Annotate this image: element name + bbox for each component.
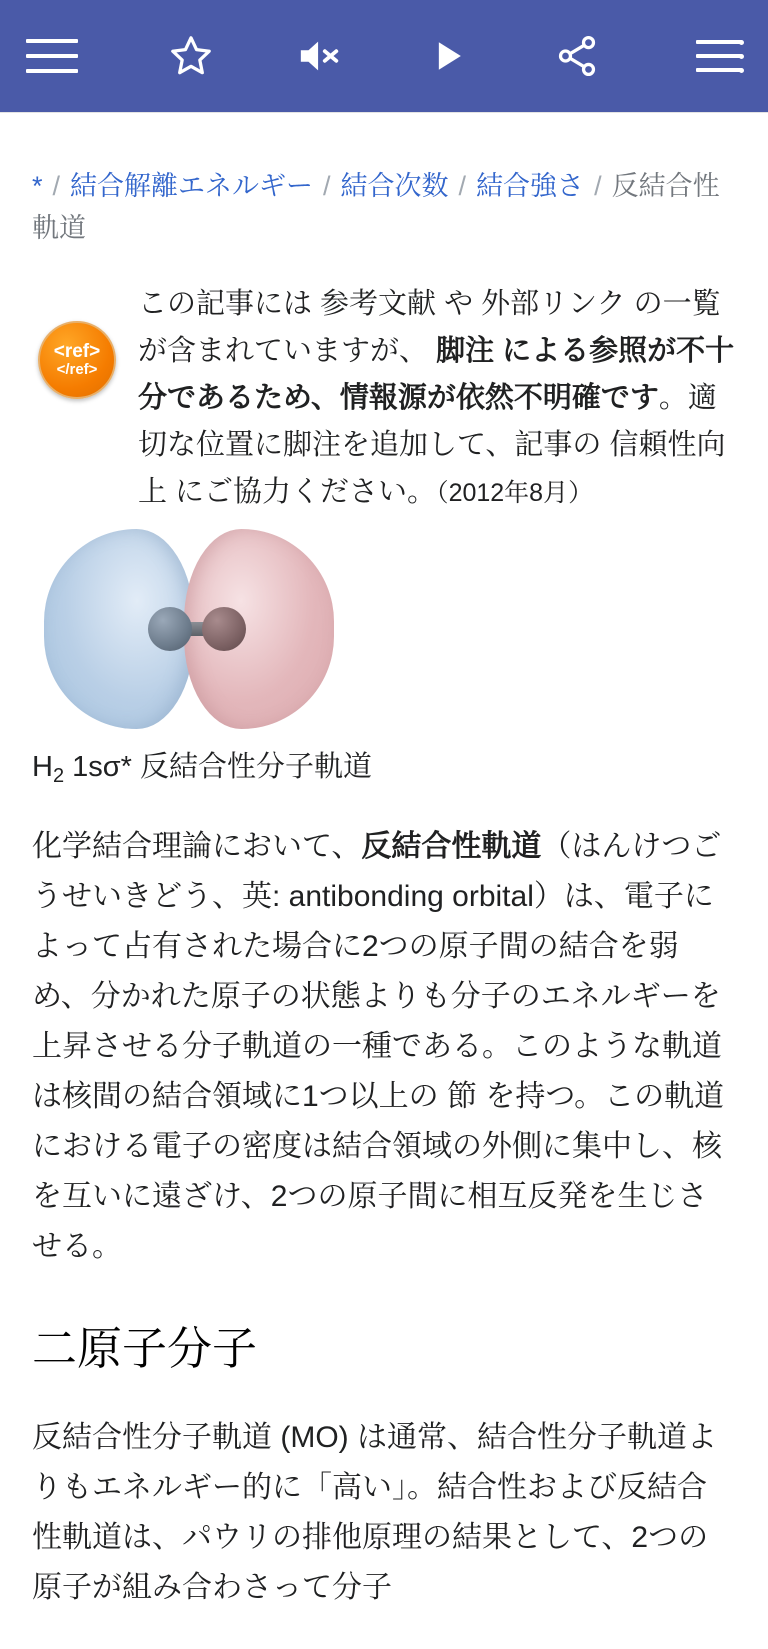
- lead-post: （はんけつごうせいきどう、英: antibonding orbital）は、電子によって占有された場合に2つの原子間の結合を弱め、分かれた原子の状態よりも分子のエネルギーを上昇させる分子軌道の一種である。このような軌道は核間の結合領域に1つ以上の 節 を持つ。この軌道における電子の密度は結合領域の外側に集中し、核を互いに遠ざけ、2つの原子間に相互反発を生じさせる。: [32, 830, 725, 1263]
- breadcrumb-separator-2: /: [458, 171, 467, 201]
- menu-button[interactable]: [26, 20, 98, 92]
- breadcrumb-item-1[interactable]: 結合解離エネルギー: [70, 171, 314, 201]
- breadcrumb-separator-1: /: [323, 171, 331, 201]
- reference-notice-text: [138, 281, 736, 517]
- lead-paragraph: [32, 822, 736, 1278]
- section-heading-diatomic: 二原子分子: [32, 1324, 258, 1374]
- top-app-bar: [0, 0, 768, 112]
- lead-pre: 化学結合理論において、: [32, 830, 362, 863]
- favorite-button[interactable]: [155, 20, 227, 92]
- ref-badge-bottom: </ref>: [56, 361, 98, 379]
- atom-nucleus-right: [202, 607, 246, 651]
- figure-caption: [32, 729, 736, 792]
- mute-button[interactable]: [284, 20, 356, 92]
- notice-text-part1: この記事には 参考文献 や 外部リンク の一覧が含まれていますが、: [138, 288, 721, 367]
- star-icon: [168, 33, 214, 79]
- overflow-button[interactable]: [670, 20, 742, 92]
- share-button[interactable]: [541, 20, 613, 92]
- notice-date: （2012年8月）: [436, 479, 594, 507]
- orbital-image[interactable]: [44, 529, 334, 729]
- breadcrumb-separator-3: /: [594, 171, 602, 201]
- caption-subscript: 2: [52, 765, 65, 787]
- share-icon: [554, 33, 600, 79]
- ref-badge-icon: [38, 321, 116, 399]
- ref-badge-top: <ref>: [53, 341, 101, 363]
- notice-text-part2: 。適切な位置に脚注を追加して、記事の 信頼性向上 にご協力ください。: [138, 382, 726, 508]
- reference-notice: [32, 259, 736, 523]
- breadcrumb-item-0[interactable]: *: [32, 171, 43, 201]
- list-overflow-icon: [696, 40, 742, 72]
- menu-icon: [26, 39, 78, 73]
- notice-text-bold: 脚注 による参照が不十分であるため、情報源が依然不明確です: [138, 335, 735, 414]
- volume-muted-icon: [295, 33, 345, 79]
- play-button[interactable]: [412, 20, 484, 92]
- section-paragraph: 反結合性分子軌道 (MO) は通常、結合性分子軌道よりもエネルギー的に「高い」。結合性および反結合性軌道は、パウリの排他原理の結果として、2つの原子が組み合わさって分子: [32, 1421, 717, 1604]
- breadcrumb-separator-0: /: [52, 171, 61, 201]
- breadcrumb: [32, 113, 736, 259]
- caption-rest: 1sσ* 反結合性分子軌道: [64, 751, 373, 783]
- breadcrumb-item-current: 反結合性軌道: [32, 171, 720, 243]
- breadcrumb-item-3[interactable]: 結合強さ: [476, 171, 585, 201]
- caption-main: H: [32, 751, 53, 783]
- lead-term: 反結合性軌道: [361, 830, 542, 863]
- orbital-figure: [32, 523, 736, 792]
- article-content: [0, 113, 768, 1619]
- breadcrumb-item-2[interactable]: 結合次数: [340, 171, 449, 201]
- atom-nucleus-left: [148, 607, 192, 651]
- play-icon: [426, 34, 470, 78]
